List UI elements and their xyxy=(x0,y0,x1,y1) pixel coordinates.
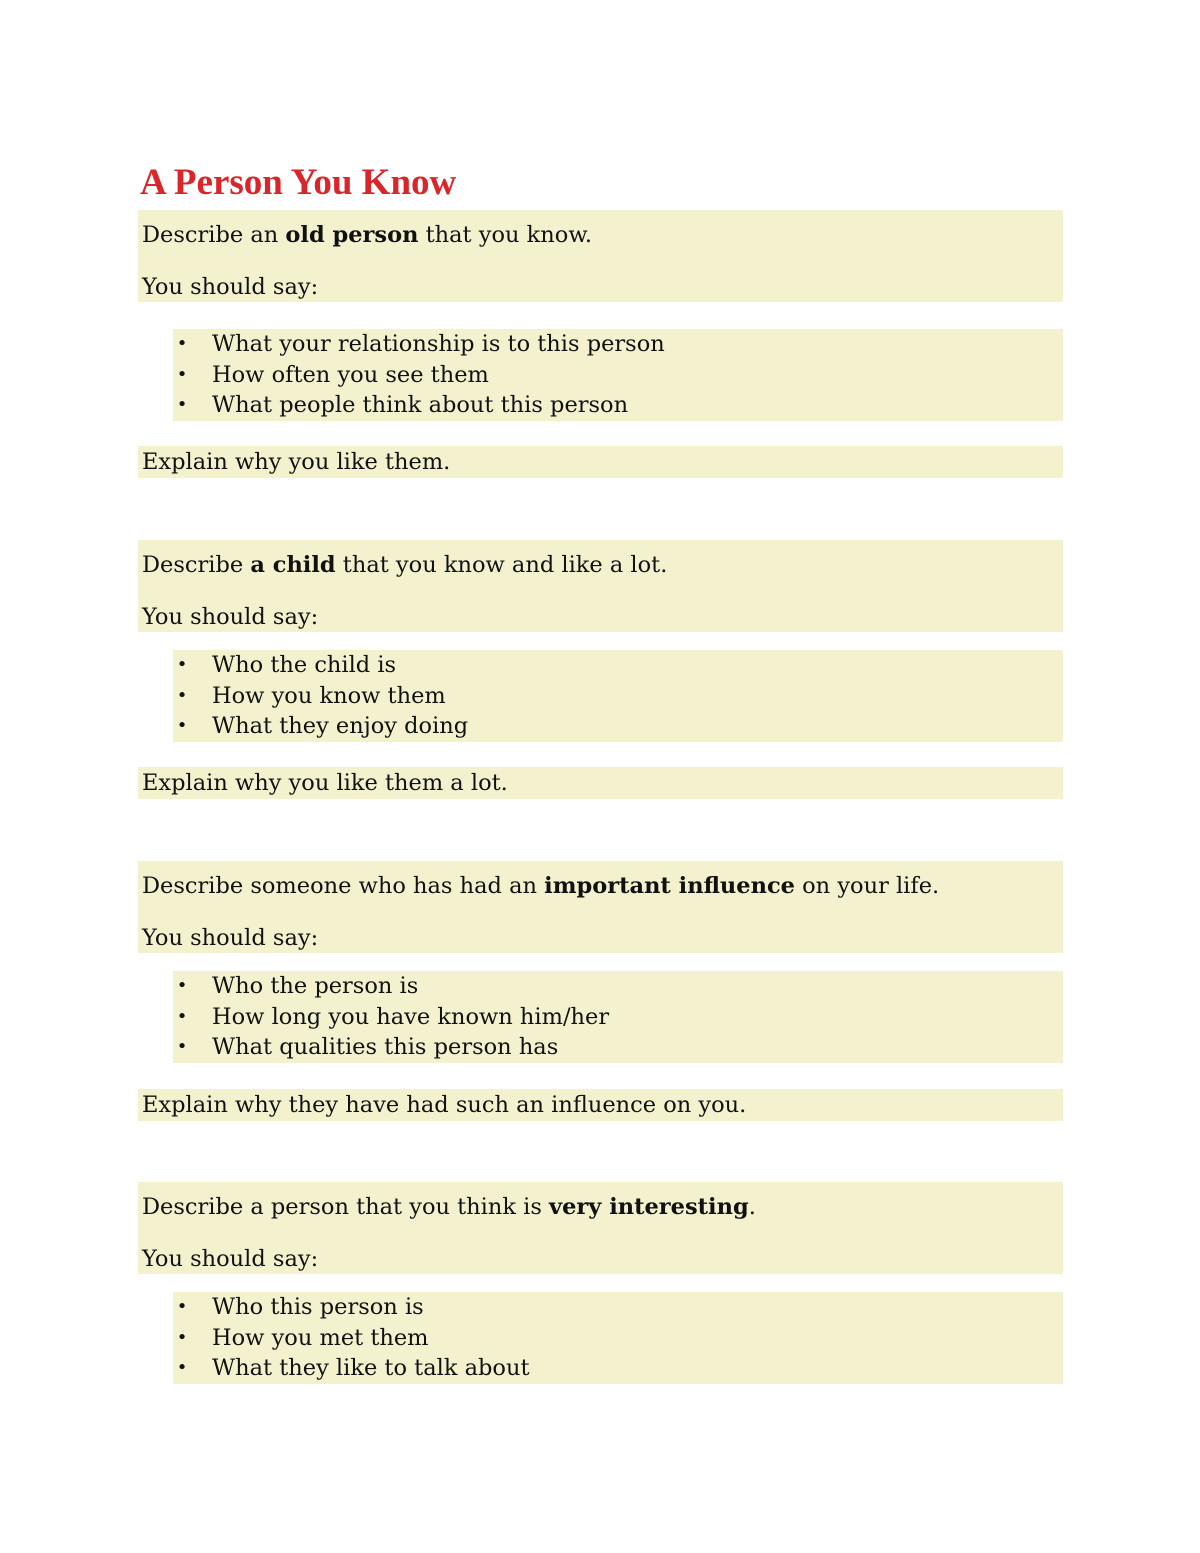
explain-line: Explain why you like them. xyxy=(138,446,1063,478)
topic-keyword: important influence xyxy=(544,873,795,899)
question-prompt-box xyxy=(138,540,1063,632)
points-list xyxy=(173,329,1063,421)
should-say-label: You should say: xyxy=(142,925,319,951)
topic-keyword: a child xyxy=(250,552,336,578)
should-say-label: You should say: xyxy=(142,1246,319,1272)
points-list xyxy=(173,650,1063,742)
points-list xyxy=(173,1292,1063,1384)
question-prompt: Describe someone who has had an important influence on your life. xyxy=(142,873,940,899)
question-prompt: Describe an old person that you know. xyxy=(142,222,593,248)
question-prompt: Describe a child that you know and like a lot. xyxy=(142,552,668,578)
list-item: • What they like to talk about xyxy=(176,1355,530,1381)
list-item: • How you met them xyxy=(176,1324,429,1351)
bullet-icon: • xyxy=(176,715,188,736)
bullet-icon: • xyxy=(176,394,188,415)
list-item: • What your relationship is to this person xyxy=(176,331,665,357)
bullet-icon: • xyxy=(176,654,188,675)
page-title: A Person You Know xyxy=(140,162,457,203)
bullet-icon: • xyxy=(176,684,188,706)
bullet-icon: • xyxy=(176,975,188,996)
bullet-icon: • xyxy=(176,1296,188,1317)
explain-line: Explain why they have had such an influence on you. xyxy=(138,1089,1063,1121)
explain-line: Explain why you like them a lot. xyxy=(138,767,1063,799)
list-item: • Who this person is xyxy=(176,1294,424,1320)
list-item: • What they enjoy doing xyxy=(176,713,469,739)
bullet-icon: • xyxy=(176,1357,188,1378)
should-say-label: You should say: xyxy=(142,604,319,630)
bullet-icon: • xyxy=(176,1036,188,1057)
points-list xyxy=(173,971,1063,1063)
list-item: • Who the child is xyxy=(176,652,397,678)
topic-keyword: very interesting xyxy=(549,1194,749,1220)
question-prompt-box xyxy=(138,210,1063,302)
question-prompt: Describe a person that you think is very interesting. xyxy=(142,1194,756,1220)
bullet-icon: • xyxy=(176,363,188,385)
bullet-icon: • xyxy=(176,333,188,354)
question-prompt-box xyxy=(138,861,1063,953)
list-item: • Who the person is xyxy=(176,973,419,999)
list-item: • What people think about this person xyxy=(176,392,629,418)
bullet-icon: • xyxy=(176,1005,188,1027)
topic-keyword: old person xyxy=(285,222,419,248)
list-item: • How you know them xyxy=(176,682,446,709)
list-item: • How often you see them xyxy=(176,361,489,388)
should-say-label: You should say: xyxy=(142,274,319,300)
question-prompt-box xyxy=(138,1182,1063,1274)
list-item: • What qualities this person has xyxy=(176,1034,559,1060)
list-item: • How long you have known him/her xyxy=(176,1003,610,1030)
bullet-icon: • xyxy=(176,1326,188,1348)
